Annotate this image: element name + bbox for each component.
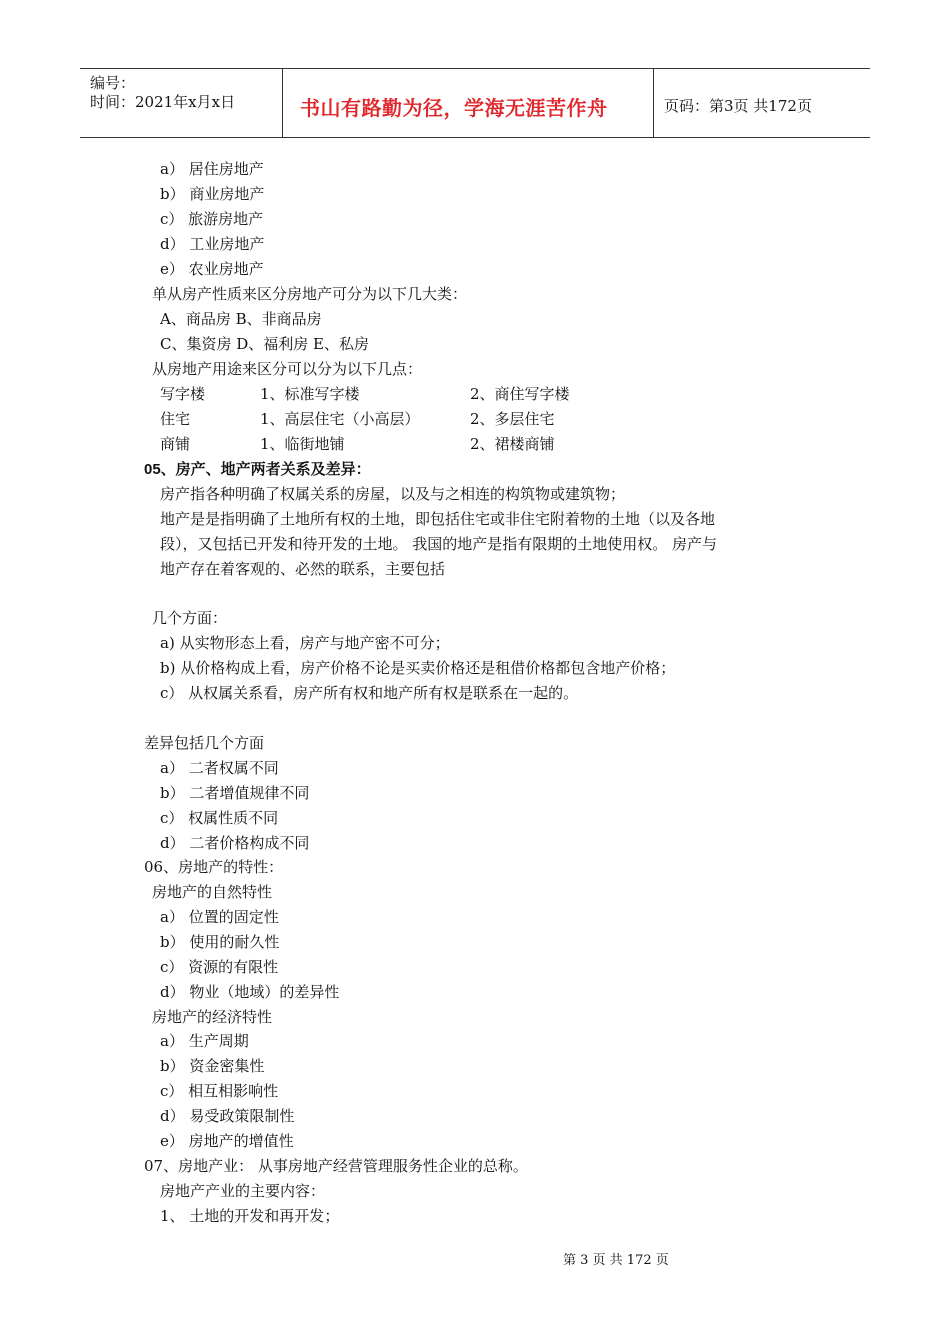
paragraph: 差异包括几个方面 <box>144 734 265 752</box>
paragraph: 房产指各种明确了权属关系的房屋，以及与之相连的构筑物或建筑物； <box>160 485 626 503</box>
paragraph: 地产存在着客观的、必然的联系，主要包括 <box>160 560 446 578</box>
section-heading: 05、房产、地产两者关系及差异： <box>144 461 371 478</box>
header-motto: 书山有路勤为径，学海无涯苦作舟 <box>300 96 608 120</box>
paragraph: 房地产的自然特性 <box>152 883 273 901</box>
time-label: 时间：2021年x月x日 <box>90 93 236 111</box>
paragraph: 单从房产性质来区分房地产可分为以下几大类： <box>152 285 468 303</box>
page-info: 页码：第3页 共172页 <box>664 97 812 115</box>
list-item: A、商品房 B、非商品房 <box>160 310 322 328</box>
paragraph: 几个方面： <box>152 609 228 627</box>
paragraph: 房地产产业的主要内容： <box>160 1182 326 1200</box>
list-item: c） 资源的有限性 <box>160 958 279 976</box>
list-item: a） 生产周期 <box>160 1032 249 1050</box>
list-item: b） 资金密集性 <box>160 1057 265 1075</box>
list-item: e） 房地产的增值性 <box>160 1132 294 1150</box>
page-footer: 第 3 页 共 172 页 <box>563 1253 669 1268</box>
list-item: e） 农业房地产 <box>160 260 264 278</box>
table-cell: 住宅 <box>160 410 191 428</box>
paragraph: 从房地产用途来区分可以分为以下几点： <box>152 360 423 378</box>
list-item: a） 位置的固定性 <box>160 908 279 926</box>
table-cell: 商铺 <box>160 435 191 453</box>
paragraph: 段），又包括已开发和待开发的土地。 我国的地产是指有限期的土地使用权。 房产与 <box>160 535 718 553</box>
table-cell: 2、商住写字楼 <box>470 385 570 403</box>
section-heading: 07、房地产业： 从事房地产经营管理服务性企业的总称。 <box>144 1157 528 1175</box>
table-cell: 1、临街地铺 <box>260 435 345 453</box>
list-item: 1、 土地的开发和再开发； <box>160 1207 340 1225</box>
list-item: d） 工业房地产 <box>160 235 265 253</box>
list-item: a) 从实物形态上看，房产与地产密不可分； <box>160 634 450 652</box>
list-item: c） 从权属关系看，房产所有权和地产所有权是联系在一起的。 <box>160 684 579 702</box>
list-item: d） 二者价格构成不同 <box>160 834 310 852</box>
section-heading: 06、房地产的特性： <box>144 858 284 876</box>
list-item: c） 权属性质不同 <box>160 809 279 827</box>
list-item: c） 相互相影响性 <box>160 1082 279 1100</box>
list-item: b） 使用的耐久性 <box>160 933 280 951</box>
list-item: c） 旅游房地产 <box>160 210 264 228</box>
paragraph: 地产是是指明确了土地所有权的土地，即包括住宅或非住宅附着物的土地（以及各地 <box>160 510 716 528</box>
table-cell: 1、标准写字楼 <box>260 385 360 403</box>
table-cell: 1、高层住宅（小高层） <box>260 410 420 428</box>
list-item: d） 易受政策限制性 <box>160 1107 295 1125</box>
list-item: a） 居住房地产 <box>160 160 264 178</box>
paragraph: 房地产的经济特性 <box>152 1008 273 1026</box>
number-label: 编号： <box>90 74 136 92</box>
header-divider <box>282 69 283 137</box>
list-item: C、集资房 D、福利房 E、私房 <box>160 335 369 353</box>
list-item: b） 二者增值规律不同 <box>160 784 310 802</box>
list-item: d） 物业（地域）的差异性 <box>160 983 340 1001</box>
header-divider <box>653 69 654 137</box>
list-item: b） 商业房地产 <box>160 185 265 203</box>
table-cell: 写字楼 <box>160 385 206 403</box>
list-item: b) 从价格构成上看，房产价格不论是买卖价格还是租借价格都包含地产价格； <box>160 659 676 677</box>
table-cell: 2、多层住宅 <box>470 410 555 428</box>
list-item: a） 二者权属不同 <box>160 759 279 777</box>
table-cell: 2、裙楼商铺 <box>470 435 555 453</box>
